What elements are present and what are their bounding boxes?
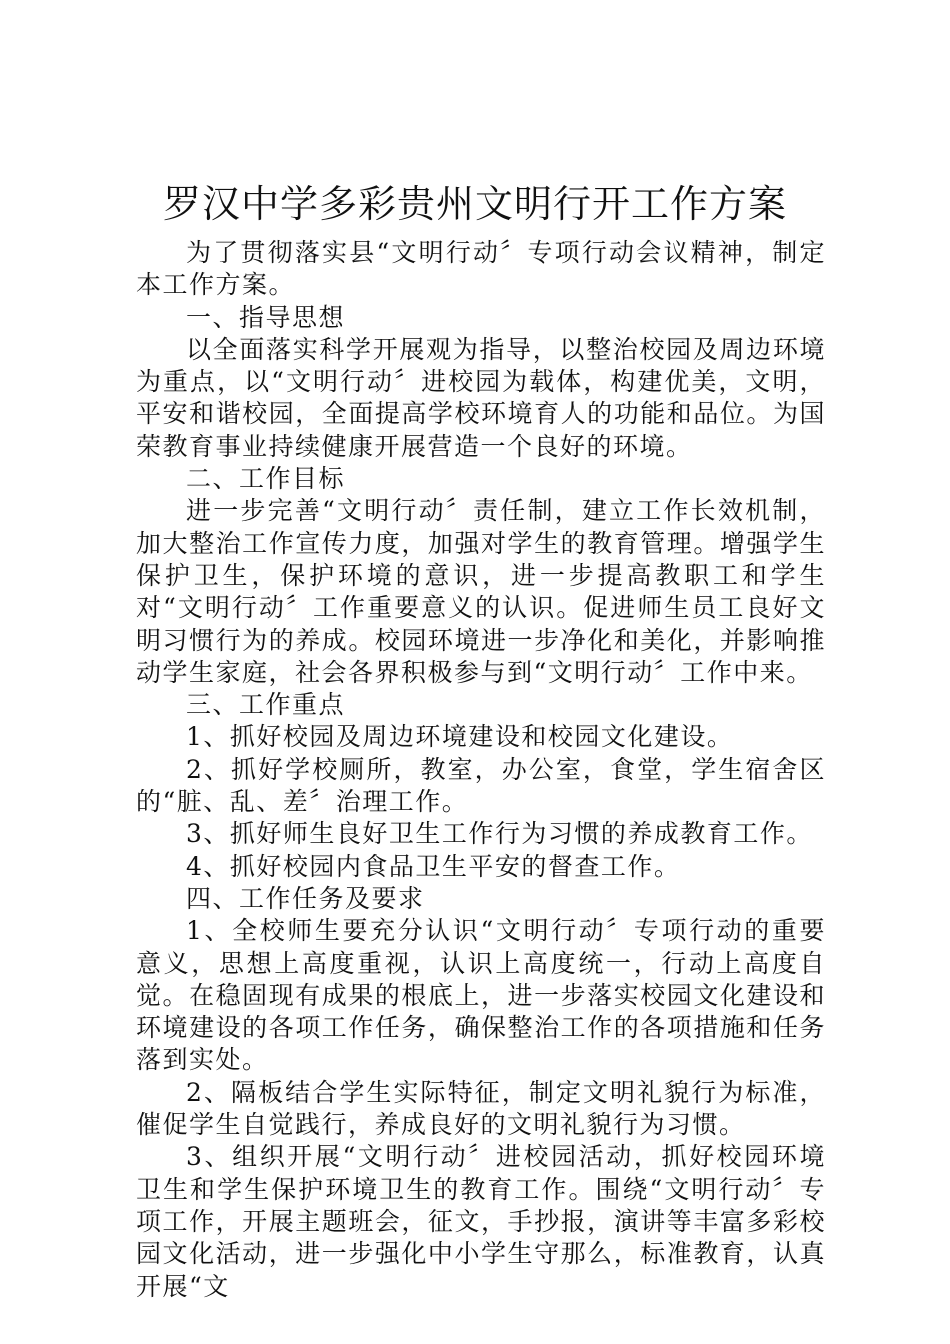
- guiding-ideology-paragraph: 以全面落实科学开展观为指导，以整治校园及周边环境为重点，以“文明行动〞进校园为载体，构建优美，文明，平安和谐校园，全面提高学校环境育人的功能和品位。为国荣教育事业持续健康开展营造一个良好的环境。: [136, 334, 826, 461]
- document-title: 罗汉中学多彩贵州文明行开工作方案: [162, 182, 787, 226]
- work-focus-item-4: 4、抓好校园内食品卫生平安的督查工作。: [186, 851, 681, 881]
- document-body: [136, 237, 826, 1303]
- task-item-1: 1、全校师生要充分认识“文明行动〞专项行动的重要意义，思想上高度重视，认识上高度统一，行动上高度自觉。在稳固现有成果的根底上，进一步落实校园文化建设和环境建设的各项工作任务，确保整治工作的各项措施和任务落到实处。: [136, 916, 826, 1075]
- task-item-3: 3、组织开展“文明行动〞进校园活动，抓好校园环境卫生和学生保护环境卫生的教育工作。围绕“文明行动〞专项工作，开展主题班会，征文，手抄报，演讲等丰富多彩校园文化活动，进一步强化中小学生守那么，标准教育，认真开展“文: [136, 1142, 826, 1301]
- work-goals-paragraph: 进一步完善“文明行动〞责任制，建立工作长效机制，加大整治工作宣传力度，加强对学生的教育管理。增强学生保护卫生，保护环境的意识，进一步提高教职工和学生对“文明行动〞工作重要意义的认识。促进师生员工良好文明习惯行为的养成。校园环境进一步净化和美化，并影响推动学生家庭，社会各界积极参与到“文明行动〞工作中来。: [136, 496, 826, 687]
- work-focus-item-1: 1、抓好校园及周边环境建设和校园文化建设。: [186, 722, 734, 752]
- intro-paragraph: 为了贯彻落实县“文明行动〞专项行动会议精神，制定本工作方案。: [136, 238, 826, 300]
- task-item-2: 2、隔板结合学生实际特征，制定文明礼貌行为标准，催促学生自觉践行，养成良好的文明礼貌行为习惯。: [136, 1077, 826, 1140]
- work-focus-item-3: 3、抓好师生良好卫生工作行为习惯的养成教育工作。: [186, 819, 813, 849]
- section-heading-work-focus: 三、工作重点: [186, 690, 346, 720]
- section-heading-tasks-requirements: 四、工作任务及要求: [186, 883, 425, 913]
- section-heading-work-goals: 二、工作目标: [186, 464, 346, 494]
- work-focus-item-2: 2、抓好学校厕所，教室，办公室，食堂，学生宿舍区的“脏、乱、差〞治理工作。: [136, 754, 826, 817]
- section-heading-guiding-ideology: 一、指导思想: [186, 302, 346, 332]
